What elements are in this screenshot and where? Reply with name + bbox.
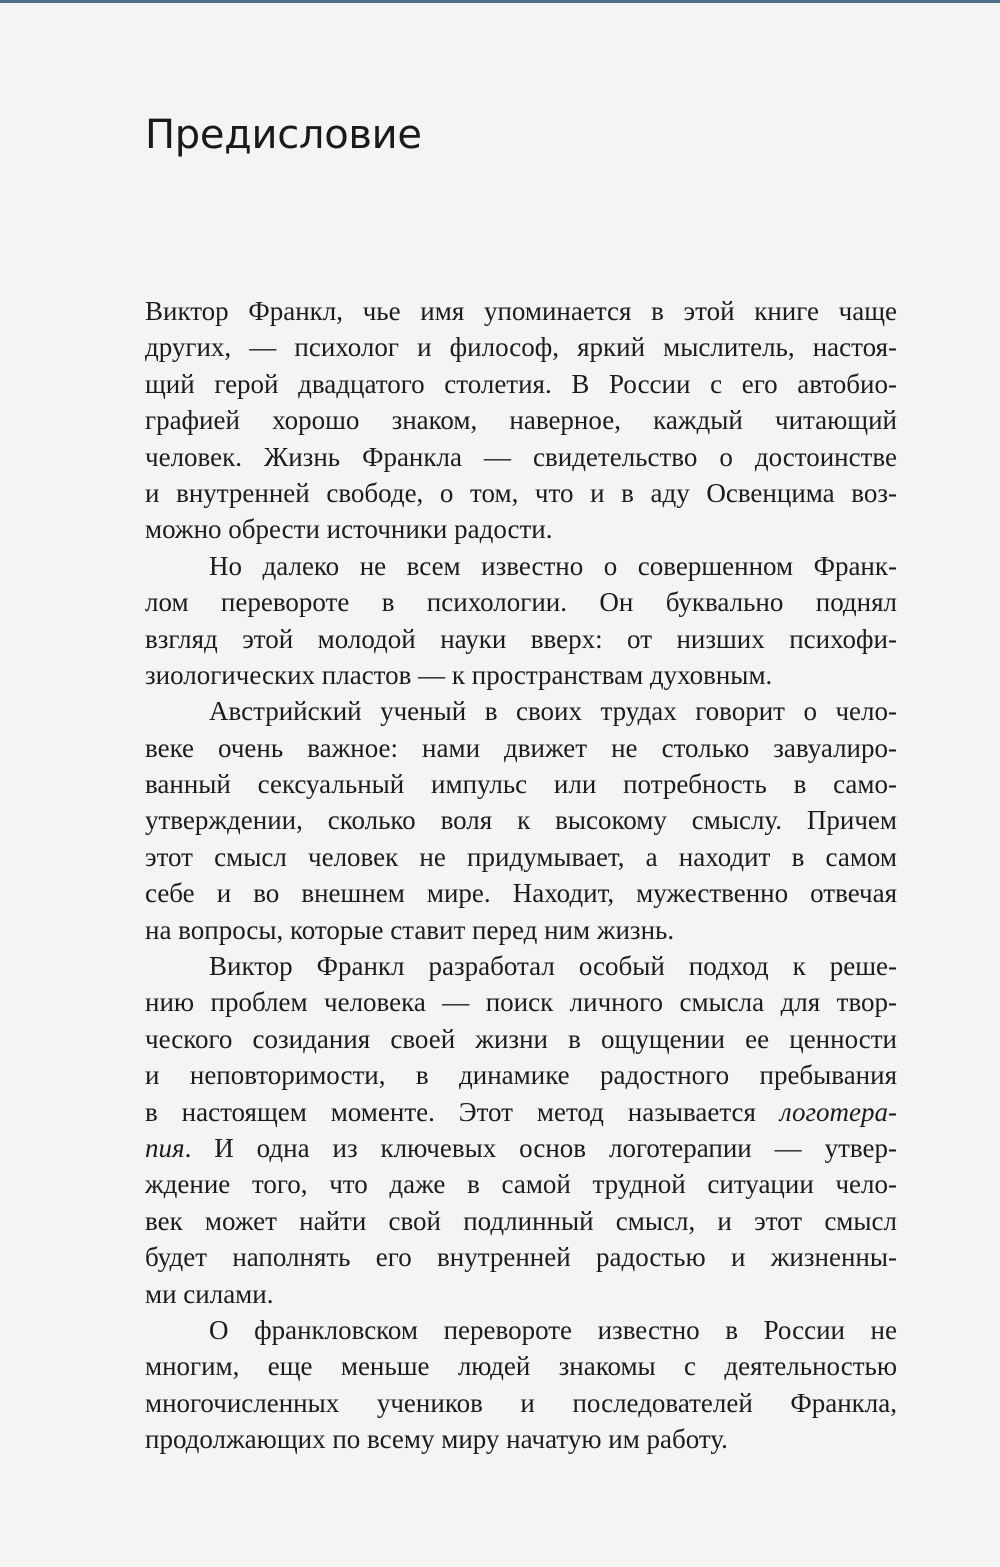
body-text: [145, 293, 897, 1458]
text-line: продолжающих по всему миру начатую им работу.: [145, 1424, 728, 1455]
text-line: лом перевороте в психологии. Он буквально поднял: [145, 587, 897, 618]
text-line: будет наполнять его внутренней радостью и жизненны-: [145, 1242, 897, 1273]
text-line: век может найти свой подлинный смысл, и этот смысл: [145, 1205, 897, 1236]
text-line: Австрийский ученый в своих трудах говорит о чело-: [209, 696, 897, 727]
text-line: можно обрести источники радости.: [145, 514, 553, 545]
text-line: многим, еще меньше людей знакомы с деятельностью: [145, 1351, 897, 1382]
text-line: многочисленных учеников и последователей Франкла,: [145, 1387, 897, 1418]
text-line: ванный сексуальный импульс или потребность в само-: [145, 769, 897, 800]
text-line: себе и во внешнем мире. Находит, мужественно отвечая: [145, 878, 897, 909]
text-line: этот смысл человек не придумывает, а находит в самом: [145, 841, 897, 872]
book-page: [0, 3, 1000, 1567]
text-line: нию проблем человека — поиск личного смысла для твор-: [145, 987, 897, 1018]
text-line: щий герой двадцатого столетия. В России с его автобио-: [145, 368, 897, 399]
text-line: человек. Жизнь Франкла — свидетельство о достоинстве: [145, 441, 897, 472]
text-line: зиологических пластов — к пространствам духовным.: [145, 659, 773, 690]
text-line: ждение того, что даже в самой трудной ситуации чело-: [145, 1169, 897, 1200]
text-fragment: . И одна из ключевых основ логотерапии — утвер-: [184, 1132, 897, 1163]
text-fragment: в настоящем моменте. Этот метод называется: [145, 1096, 780, 1127]
text-line: на вопросы, которые ставит перед ним жизнь.: [145, 914, 675, 945]
text-line: взгляд этой молодой науки вверх: от низших психофи-: [145, 623, 897, 654]
text-line: [145, 1130, 897, 1166]
text-line: веке очень важное: нами движет не столько завуалиро-: [145, 732, 897, 763]
text-line: графией хорошо знаком, наверное, каждый читающий: [145, 405, 897, 436]
text-line: и внутренней свободе, о том, что и в аду Освенцима воз-: [145, 477, 897, 508]
text-line: Но далеко не всем известно о совершенном Франк-: [209, 550, 897, 581]
text-line: О франкловском перевороте известно в России не: [209, 1314, 897, 1345]
text-line: ми силами.: [145, 1278, 274, 1309]
text-line: ческого созидания своей жизни в ощущении ее ценности: [145, 1023, 897, 1054]
text-line: Виктор Франкл разработал особый подход к реше-: [209, 951, 897, 982]
text-line: и неповторимости, в динамике радостного пребывания: [145, 1060, 897, 1091]
text-line: Виктор Франкл, чье имя упоминается в этой книге чаще: [145, 296, 897, 326]
text-line: [145, 1094, 897, 1130]
italic-term: пия: [145, 1132, 185, 1163]
text-line: утверждении, сколько воля к высокому смыслу. Причем: [145, 805, 897, 836]
italic-term: логотера-: [779, 1096, 897, 1127]
text-line: других, — психолог и философ, яркий мыслитель, настоя-: [145, 332, 897, 363]
chapter-title: Предисловие: [145, 112, 422, 158]
